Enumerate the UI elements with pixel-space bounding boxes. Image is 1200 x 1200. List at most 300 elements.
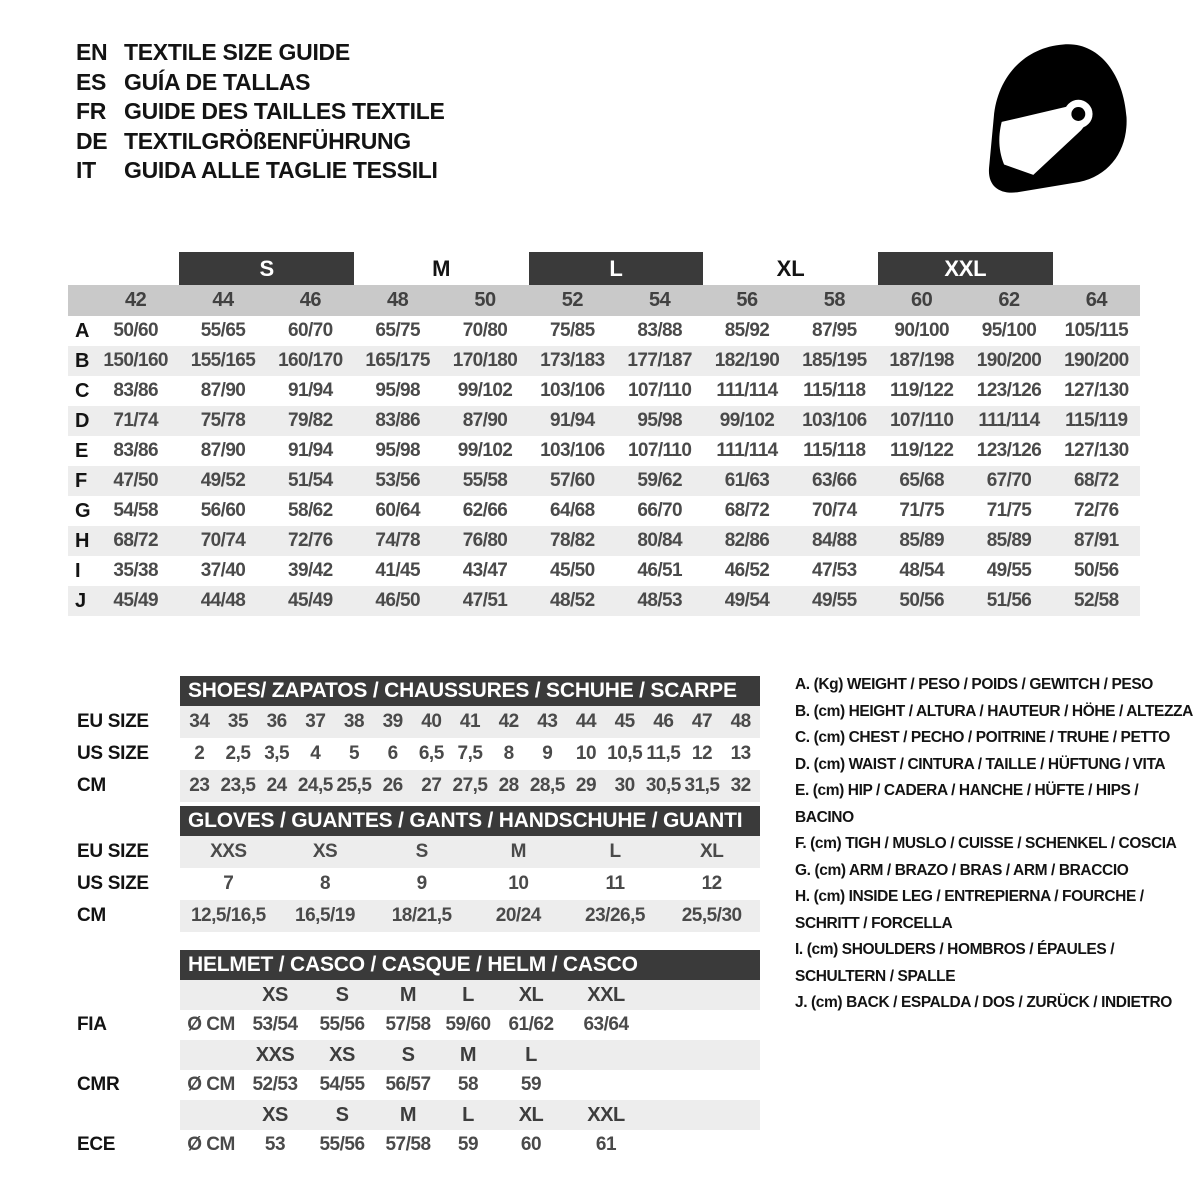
size-value-cell: 90/100	[894, 320, 949, 341]
size-value-cell: 46/51	[637, 560, 682, 581]
guide-title: TEXTILGRÖßENFÜHRUNG	[124, 127, 411, 154]
size-value-cell: 56/60	[200, 500, 246, 521]
helmet-size-cell: M	[399, 1103, 417, 1126]
shoes-value-cell: 38	[343, 711, 365, 732]
size-value-cell: 165/175	[365, 350, 430, 371]
shoes-value-cell: 10	[575, 743, 597, 764]
shoes-value-cell: 13	[730, 743, 751, 764]
size-table-row	[68, 436, 1140, 466]
size-value-cell: 67/70	[986, 470, 1032, 491]
size-value-cell: 74/78	[375, 530, 420, 551]
helmet-value-cell: 59	[457, 1134, 479, 1155]
size-column-header: 54	[649, 289, 671, 311]
shoes-rows	[77, 706, 760, 802]
size-value-cell: 95/98	[375, 440, 420, 461]
size-value-cell: 99/102	[457, 440, 513, 461]
shoes-value-cell: 34	[189, 711, 210, 732]
size-value-cell: 58/62	[288, 500, 333, 521]
size-table-row	[68, 376, 1140, 406]
shoes-value-cell: 24,5	[297, 775, 333, 796]
size-value-cell: 47/53	[812, 560, 857, 581]
size-value-cell: 55/58	[462, 470, 508, 491]
size-value-cell: 173/183	[540, 350, 605, 371]
size-value-cell: 70/74	[200, 530, 246, 551]
legend-item: H. (cm) INSIDE LEG / ENTREPIERNA / FOURCHE / SCHRITT / FORCELLA	[795, 888, 1144, 932]
language-row	[76, 127, 445, 157]
size-value-cell: 91/94	[550, 410, 595, 431]
helmet-row	[77, 1070, 760, 1100]
gloves-value-cell: XXS	[210, 841, 247, 862]
shoes-value-cell: 27	[421, 775, 442, 796]
shoes-value-cell: 43	[537, 711, 558, 732]
size-value-cell: 83/86	[113, 380, 158, 401]
helmet-value-cell: 61	[595, 1134, 617, 1155]
helmet-value-cell: 57/58	[385, 1014, 431, 1035]
size-value-cell: 87/90	[200, 380, 246, 401]
helmet-value-cell: 57/58	[385, 1134, 431, 1155]
size-value-cell: 44/48	[200, 590, 246, 611]
size-value-cell: 70/80	[462, 320, 508, 341]
shoes-section	[77, 676, 760, 802]
helmet-standard-label: ECE	[77, 1134, 116, 1155]
helmet-value-cell: 58	[457, 1074, 479, 1095]
helmet-size-cell: S	[335, 983, 349, 1006]
size-value-cell: 49/52	[200, 470, 246, 491]
size-value-cell: 87/90	[200, 440, 246, 461]
helmet-row	[180, 1040, 760, 1070]
helmet-size-cell: M	[399, 983, 417, 1006]
gloves-rows	[77, 836, 760, 932]
gloves-value-cell: 12	[701, 873, 722, 894]
size-value-cell: 46/50	[375, 590, 420, 611]
row-letter: D	[75, 409, 90, 432]
size-value-cell: 60/70	[288, 320, 333, 341]
helmet-value-cell: Ø CM	[187, 1014, 235, 1035]
language-code: ES	[76, 68, 107, 95]
size-value-cell: 68/72	[1074, 470, 1119, 491]
shoes-value-cell: 40	[421, 711, 442, 732]
helmet-size-cell: L	[462, 1103, 474, 1126]
size-value-cell: 95/100	[981, 320, 1037, 341]
row-letter: C	[75, 379, 90, 402]
size-value-cell: 119/122	[889, 380, 954, 401]
shoes-value-cell: 9	[542, 743, 553, 764]
gloves-value-cell: 18/21,5	[391, 905, 452, 926]
size-value-cell: 182/190	[714, 350, 780, 371]
shoes-value-cell: 23,5	[220, 775, 256, 796]
size-value-cell: 115/119	[1065, 410, 1128, 431]
language-code: DE	[76, 127, 108, 154]
size-value-cell: 80/84	[637, 530, 682, 551]
helmet-value-cell: 60	[520, 1134, 542, 1155]
size-value-cell: 68/72	[724, 500, 770, 521]
size-value-cell: 99/102	[457, 380, 513, 401]
size-table-row	[68, 496, 1140, 526]
gloves-row	[77, 900, 760, 932]
size-value-cell: 65/68	[899, 470, 944, 491]
helmet-value-cell: 52/53	[252, 1074, 298, 1095]
shoes-row	[77, 738, 760, 770]
size-column-header: 44	[212, 289, 234, 311]
size-numbers-row	[68, 285, 1140, 316]
size-value-cell: 60/64	[375, 500, 420, 521]
helmet-row	[180, 1100, 760, 1130]
size-column-header: 50	[474, 289, 496, 311]
size-value-cell: 190/200	[1064, 350, 1129, 371]
size-value-cell: 123/126	[976, 440, 1042, 461]
helmet-row	[77, 1130, 760, 1160]
size-value-cell: 99/102	[719, 410, 775, 431]
size-value-cell: 39/42	[288, 560, 333, 581]
size-value-cell: 84/88	[812, 530, 857, 551]
size-value-cell: 111/114	[716, 440, 778, 461]
shoes-value-cell: 23	[189, 775, 210, 796]
shoes-side-label: EU SIZE	[77, 711, 149, 732]
helmet-size-cell: XS	[262, 1103, 288, 1126]
helmet-size-cell: XL	[518, 1103, 544, 1126]
helmet-section	[77, 950, 760, 1160]
size-band-spacer	[68, 252, 179, 285]
gloves-value-cell: S	[415, 841, 428, 862]
size-value-cell: 62/66	[462, 500, 508, 521]
helmet-rows	[77, 980, 760, 1160]
size-value-cell: 103/106	[802, 410, 867, 431]
size-value-cell: 87/90	[462, 410, 508, 431]
gloves-row	[77, 836, 760, 868]
guide-title: TEXTILE SIZE GUIDE	[124, 39, 350, 65]
size-value-cell: 63/66	[812, 470, 857, 491]
size-table-row	[68, 466, 1140, 496]
helmet-value-cell: Ø CM	[187, 1134, 235, 1155]
legend-item: C. (cm) CHEST / PECHO / POITRINE / TRUHE / PETTO	[795, 729, 1170, 746]
gloves-value-cell: M	[510, 841, 526, 862]
helmet-size-cell: M	[459, 1043, 477, 1066]
helmet-size-cell: XXS	[255, 1043, 295, 1066]
gloves-value-cell: 12,5/16,5	[190, 905, 266, 926]
helmet-value-cell: 53/54	[252, 1014, 298, 1035]
size-table-row	[68, 526, 1140, 556]
shoes-value-cell: 27,5	[452, 775, 488, 796]
shoes-value-cell: 28	[498, 775, 519, 796]
size-value-cell: 127/130	[1064, 440, 1129, 461]
helmet-row	[180, 980, 760, 1010]
helmet-size-cell: XL	[518, 983, 544, 1006]
size-column-header: 60	[911, 289, 933, 311]
size-table-row	[68, 586, 1140, 616]
legend-item: B. (cm) HEIGHT / ALTURA / HAUTEUR / HÖHE / ALTEZZA	[795, 702, 1193, 720]
size-column-header: 58	[823, 289, 845, 311]
gloves-value-cell: 10	[508, 873, 529, 894]
size-value-cell: 70/74	[812, 500, 857, 521]
legend-item: J. (cm) BACK / ESPALDA / DOS / ZURÜCK / INDIETRO	[795, 994, 1172, 1011]
gloves-value-cell: XS	[312, 841, 338, 862]
size-value-cell: 170/180	[452, 350, 518, 371]
helmet-size-cell: XS	[329, 1043, 355, 1066]
size-column-header: 64	[1085, 289, 1107, 311]
size-value-cell: 155/165	[190, 350, 256, 371]
shoes-value-cell: 36	[266, 711, 287, 732]
size-band-row	[68, 252, 1140, 285]
size-value-cell: 78/82	[550, 530, 595, 551]
size-value-cell: 127/130	[1064, 380, 1129, 401]
numbers-row-spacer	[68, 285, 92, 316]
size-value-cell: 123/126	[976, 380, 1042, 401]
shoes-value-cell: 2,5	[225, 743, 251, 764]
size-value-cell: 85/89	[899, 530, 944, 551]
legend-item: D. (cm) WAIST / CINTURA / TAILLE / HÜFTUNG / VITA	[795, 755, 1166, 773]
size-column-header: 46	[299, 289, 321, 311]
size-value-cell: 76/80	[462, 530, 508, 551]
size-value-cell: 91/94	[288, 380, 333, 401]
row-letter: B	[75, 349, 90, 372]
size-value-cell: 91/94	[288, 440, 333, 461]
size-value-cell: 45/49	[288, 590, 333, 611]
size-column-header: 52	[561, 289, 583, 311]
size-value-cell: 41/45	[375, 560, 420, 581]
size-value-cell: 87/91	[1074, 530, 1119, 551]
size-value-cell: 87/95	[812, 320, 857, 341]
size-value-cell: 75/85	[550, 320, 595, 341]
language-code: FR	[76, 98, 107, 124]
shoes-section-header: SHOES/ ZAPATOS / CHAUSSURES / SCHUHE / SCARPE	[180, 676, 760, 706]
shoes-value-cell: 24	[266, 775, 287, 796]
shoes-value-cell: 44	[575, 711, 597, 732]
helmet-value-cell: 54/55	[319, 1074, 365, 1095]
size-table-row	[68, 556, 1140, 586]
size-value-cell: 72/76	[288, 530, 333, 551]
size-value-cell: 95/98	[637, 410, 682, 431]
size-value-cell: 50/60	[113, 320, 158, 341]
size-value-cell: 185/195	[802, 350, 867, 371]
row-letter: A	[75, 319, 90, 342]
size-value-cell: 65/75	[375, 320, 420, 341]
shoes-value-cell: 32	[730, 775, 751, 796]
shoes-side-label: CM	[77, 775, 106, 796]
helmet-value-cell: 53	[264, 1134, 286, 1155]
helmet-row	[77, 1010, 760, 1040]
size-value-cell: 35/38	[113, 560, 158, 581]
size-value-cell: 71/75	[899, 500, 944, 521]
shoes-value-cell: 8	[503, 743, 514, 764]
shoes-value-cell: 41	[459, 711, 481, 732]
size-value-cell: 50/56	[899, 590, 944, 611]
size-value-cell: 105/115	[1064, 320, 1129, 341]
size-value-cell: 115/118	[803, 440, 866, 461]
size-value-cell: 75/78	[200, 410, 246, 431]
gloves-value-cell: 16,5/19	[295, 905, 355, 926]
size-value-cell: 51/56	[986, 590, 1032, 611]
size-value-cell: 107/110	[889, 410, 954, 431]
size-value-cell: 83/86	[113, 440, 158, 461]
helmet-size-cell: XS	[262, 983, 288, 1006]
size-band-s: S	[179, 252, 354, 285]
shoes-row	[77, 706, 760, 738]
shoes-row	[77, 770, 760, 802]
shoes-value-cell: 28,5	[529, 775, 565, 796]
legend-item: I. (cm) SHOULDERS / HOMBROS / ÉPAULES / SCHULTERN / SPALLE	[795, 941, 1115, 985]
size-value-cell: 48/53	[637, 590, 682, 611]
gloves-value-cell: 11	[605, 873, 625, 894]
size-value-cell: 61/63	[724, 470, 770, 491]
legend-item: E. (cm) HIP / CADERA / HANCHE / HÜFTE / HIPS / BACINO	[795, 782, 1139, 826]
shoes-value-cell: 7,5	[457, 743, 483, 764]
size-value-cell: 51/54	[288, 470, 333, 491]
size-table-row	[68, 346, 1140, 376]
gloves-value-cell: L	[609, 841, 621, 862]
language-title-list	[76, 38, 445, 186]
size-column-header: 42	[125, 289, 147, 311]
size-column-header: 48	[387, 289, 409, 311]
size-value-cell: 115/118	[803, 380, 866, 401]
gloves-section	[77, 806, 760, 932]
row-letter: F	[75, 469, 88, 492]
shoes-value-cell: 31,5	[684, 775, 720, 796]
gloves-value-cell: 25,5/30	[681, 905, 742, 926]
size-value-cell: 53/56	[375, 470, 420, 491]
size-value-cell: 103/106	[540, 380, 605, 401]
size-value-cell: 71/75	[986, 500, 1032, 521]
size-table-row	[68, 406, 1140, 436]
row-letter: J	[75, 589, 87, 612]
guide-title: GUÍA DE TALLAS	[124, 68, 311, 95]
size-value-cell: 55/65	[200, 320, 246, 341]
helmet-value-cell: 63/64	[583, 1014, 629, 1035]
size-value-cell: 103/106	[540, 440, 605, 461]
legend-item: G. (cm) ARM / BRAZO / BRAS / ARM / BRACCIO	[795, 861, 1129, 879]
helmet-value-cell: 55/56	[319, 1134, 365, 1155]
size-value-cell: 85/89	[986, 530, 1032, 551]
size-band-m: M	[432, 255, 451, 281]
language-code: EN	[76, 39, 108, 65]
size-value-cell: 47/51	[462, 590, 508, 611]
size-band-xl: XL	[776, 255, 805, 281]
shoes-value-cell: 48	[730, 711, 751, 732]
legend-item: A. (Kg) WEIGHT / PESO / POIDS / GEWITCH / PESO	[795, 676, 1153, 693]
shoes-value-cell: 47	[691, 711, 713, 732]
size-value-cell: 45/50	[550, 560, 595, 581]
language-row	[76, 38, 445, 68]
gloves-side-label: US SIZE	[77, 873, 149, 894]
size-value-cell: 46/52	[724, 560, 770, 581]
size-value-cell: 49/55	[812, 590, 857, 611]
shoes-value-cell: 29	[575, 775, 597, 796]
helmet-size-cell: S	[401, 1043, 415, 1066]
size-value-cell: 85/92	[724, 320, 770, 341]
shoes-value-cell: 42	[498, 711, 519, 732]
size-value-cell: 71/74	[113, 410, 158, 431]
legend-item: F. (cm) TIGH / MUSLO / CUISSE / SCHENKEL / COSCIA	[795, 835, 1177, 852]
guide-title: GUIDE DES TAILLES TEXTILE	[124, 98, 445, 124]
helmet-size-cell: XXL	[587, 1103, 625, 1126]
shoes-value-cell: 37	[305, 711, 326, 732]
helmet-standard-label: CMR	[77, 1074, 120, 1095]
size-value-cell: 190/200	[976, 350, 1042, 371]
size-value-cell: 160/170	[278, 350, 343, 371]
gloves-side-label: EU SIZE	[77, 841, 149, 862]
size-column-header: 62	[998, 289, 1020, 311]
gloves-side-label: CM	[77, 905, 106, 926]
shoes-value-cell: 30,5	[645, 775, 681, 796]
size-value-cell: 64/68	[550, 500, 595, 521]
helmet-value-cell: 59/60	[445, 1014, 491, 1035]
language-row	[76, 68, 445, 98]
size-value-cell: 187/198	[889, 350, 954, 371]
shoes-value-cell: 6,5	[418, 743, 444, 764]
size-band-l: L	[529, 252, 704, 285]
size-band-xxl: XXL	[878, 252, 1053, 285]
shoes-value-cell: 46	[653, 711, 674, 732]
helmet-value-cell: 55/56	[319, 1014, 365, 1035]
size-value-cell: 150/160	[103, 350, 168, 371]
size-value-cell: 111/114	[716, 380, 778, 401]
racing-helmet-icon	[978, 30, 1136, 198]
helmet-size-cell: S	[335, 1103, 349, 1126]
size-value-cell: 68/72	[113, 530, 158, 551]
size-value-cell: 37/40	[200, 560, 246, 581]
size-value-cell: 119/122	[889, 440, 954, 461]
textile-size-table	[68, 252, 1140, 616]
language-row	[76, 97, 445, 127]
size-band-spacer	[1053, 252, 1140, 285]
language-code: IT	[76, 157, 96, 183]
measurement-legend	[795, 672, 1195, 1017]
size-value-cell: 59/62	[637, 470, 682, 491]
size-value-cell: 111/114	[978, 410, 1040, 431]
row-letter: E	[75, 439, 89, 462]
size-value-cell: 72/76	[1074, 500, 1119, 521]
size-value-cell: 57/60	[550, 470, 595, 491]
shoes-value-cell: 12	[691, 743, 713, 764]
helmet-value-cell: 56/57	[385, 1074, 431, 1095]
helmet-standard-label: FIA	[77, 1014, 107, 1035]
size-value-cell: 177/187	[627, 350, 692, 371]
shoes-value-cell: 4	[310, 743, 321, 764]
gloves-value-cell: 9	[416, 873, 427, 894]
shoes-value-cell: 35	[227, 711, 249, 732]
size-column-header: 56	[736, 289, 758, 311]
helmet-size-cell: L	[525, 1043, 537, 1066]
size-value-cell: 45/49	[113, 590, 158, 611]
size-value-cell: 48/54	[899, 560, 944, 581]
shoes-value-cell: 26	[382, 775, 403, 796]
helmet-size-cell: L	[462, 983, 474, 1006]
size-value-cell: 95/98	[375, 380, 420, 401]
shoes-value-cell: 6	[387, 743, 398, 764]
size-value-cell: 79/82	[288, 410, 333, 431]
gloves-value-cell: 8	[319, 873, 331, 894]
gloves-value-cell: 7	[223, 873, 234, 894]
guide-title: GUIDA ALLE TAGLIE TESSILI	[124, 157, 438, 183]
size-value-cell: 82/86	[724, 530, 770, 551]
size-value-cell: 107/110	[627, 440, 692, 461]
shoes-value-cell: 10,5	[607, 743, 643, 764]
shoes-value-cell: 2	[194, 743, 205, 764]
size-value-cell: 47/50	[113, 470, 158, 491]
gloves-row	[77, 868, 760, 900]
gloves-value-cell: XL	[700, 841, 724, 862]
size-value-cell: 66/70	[637, 500, 682, 521]
helmet-section-header: HELMET / CASCO / CASQUE / HELM / CASCO	[180, 950, 760, 980]
size-value-cell: 83/88	[637, 320, 682, 341]
row-letter: G	[75, 499, 91, 522]
shoes-value-cell: 3,5	[264, 743, 290, 764]
shoes-value-cell: 45	[614, 711, 635, 732]
shoes-value-cell: 39	[382, 711, 403, 732]
size-value-cell: 107/110	[627, 380, 692, 401]
gloves-section-header: GLOVES / GUANTES / GANTS / HANDSCHUHE / GUANTI	[180, 806, 760, 836]
shoes-value-cell: 25,5	[336, 775, 372, 796]
helmet-value-cell: Ø CM	[187, 1074, 235, 1095]
